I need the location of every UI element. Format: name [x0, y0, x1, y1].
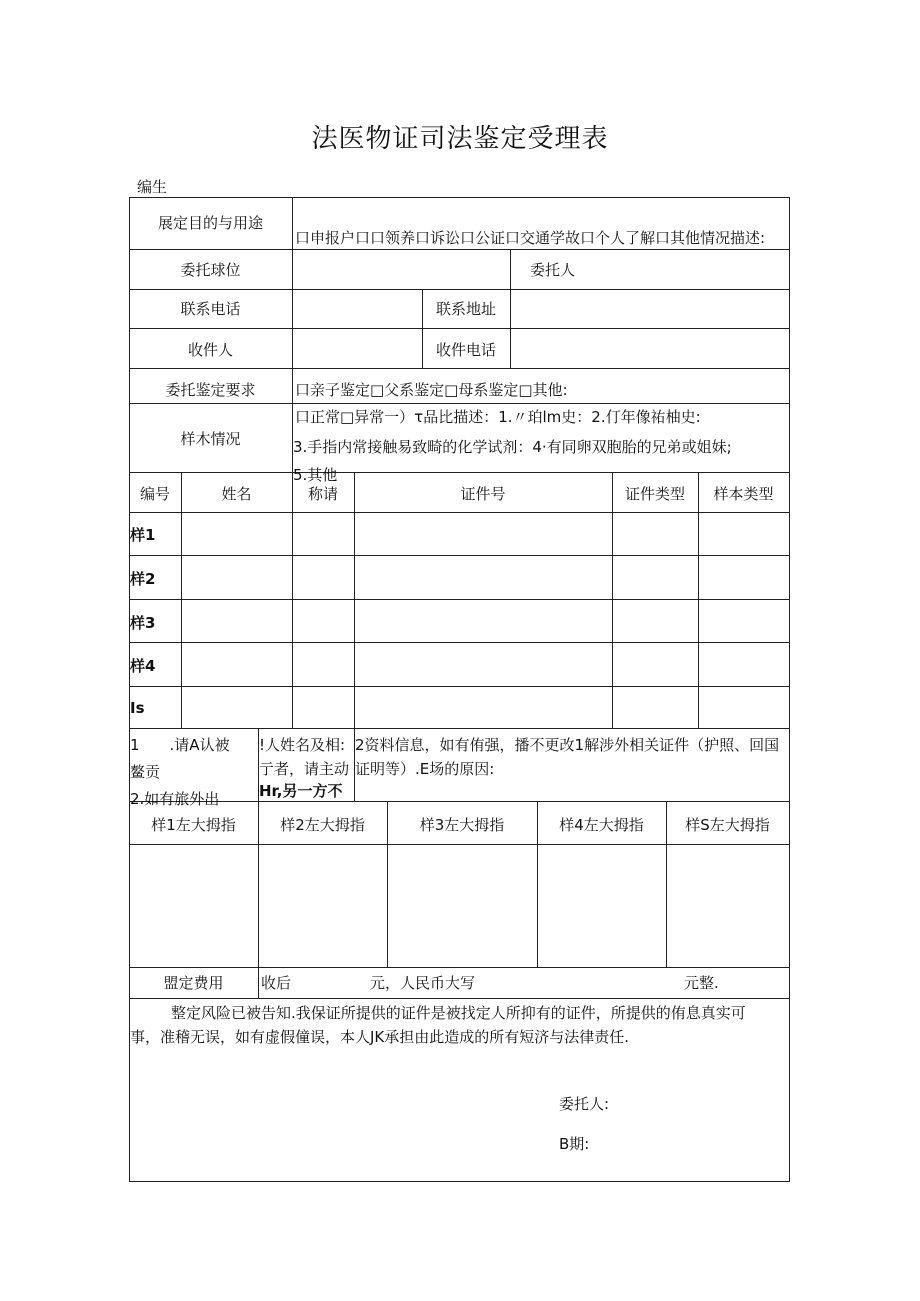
fee-suffix: 元整. [684, 974, 719, 992]
declaration-line2: 事，准稽无误，如有虚假僮误，本人JK承担由此造成的所有短济与法律责任. [130, 1028, 630, 1046]
header-id-type: 证件类型 [624, 485, 685, 503]
thumbprint-box-2[interactable] [259, 845, 387, 967]
date-label[interactable]: B期: [559, 1135, 590, 1153]
notes-col2-line3: Hr,另一方不 [259, 782, 343, 800]
thumbprint-label-2: 样2左大拇指 [280, 816, 365, 834]
notes-col1-line3: 2.如有旅外出 [130, 790, 220, 808]
entrustor-signature-label[interactable]: 委托人: [559, 1095, 610, 1113]
notes-col1-line1: 1 .请A认被 [130, 736, 230, 754]
phone-label: 联系电话 [180, 300, 241, 318]
header-sample-type: 样本类型 [713, 485, 774, 503]
requirement-label: 委托鉴定要求 [165, 381, 256, 399]
page-title: 法医物证司法鉴定受理表 [311, 124, 609, 154]
sample-status-line2[interactable]: 3.手指内常接触易致畸的化学试剂：4·有同卵双胞胎的兄弟或姐妹; [293, 438, 732, 456]
thumbprint-box-3[interactable] [388, 845, 537, 967]
declaration-line1: 整定风险已被告知.我保证所提供的证件是被找定人所抑有的证件，所提供的侑息真实可 [171, 1004, 746, 1022]
header-name: 姓名 [221, 485, 252, 503]
fee-yuan-label: 元，人民币大写 [370, 974, 476, 992]
entrust-unit-label: 委托球位 [180, 261, 241, 279]
thumbprint-label-5: 样S左大拇指 [685, 816, 770, 834]
notes-col-1 [130, 729, 258, 808]
thumbprint-box-4[interactable] [538, 845, 666, 967]
notes-col2-line2: 亍者，请主动 [259, 760, 350, 778]
recipient-label: 收件人 [187, 341, 233, 359]
notes-col3-line1: 2资料信息，如有侑强，播不更改1解涉外相关证件（护照、回国 [355, 736, 780, 754]
purpose-options[interactable]: 口申报户口口领养口诉讼口公证口交通学故口个人了解口其他情况描述: [295, 229, 766, 247]
entrust-person-label: 委托人 [530, 261, 576, 279]
notes-col2-line1: !人姓名及相: [259, 736, 346, 754]
sample-row-5: Is [130, 699, 145, 717]
sample-row-3: 样3 [130, 614, 156, 632]
thumbprint-box-1[interactable] [130, 845, 258, 967]
sample-row-2: 样2 [130, 570, 156, 588]
requirement-options[interactable]: 口亲子鉴定□父系鉴定□母系鉴定□其他: [295, 381, 568, 399]
address-label: 联系地址 [435, 300, 496, 318]
thumbprint-box-5[interactable] [667, 845, 789, 967]
serial-number-label: 编生 [137, 178, 168, 196]
notes-col1-line2: 鳌贡 [130, 763, 161, 781]
purpose-label: 展定目的与用途 [157, 214, 263, 232]
notes-col-3 [355, 729, 789, 801]
thumbprint-label-4: 样4左大拇指 [559, 816, 644, 834]
sample-row-1: 样1 [130, 526, 156, 544]
sample-row-4: 样4 [130, 657, 156, 675]
notes-col-2 [259, 729, 354, 801]
fee-label: 盟定费用 [163, 974, 224, 992]
sample-status-line3[interactable]: 5.其他 [293, 466, 338, 484]
notes-col3-line2: 证明等）.E场的原因: [355, 760, 495, 778]
thumbprint-label-3: 样3左大拇指 [419, 816, 505, 834]
sample-status-content [293, 404, 789, 484]
sample-status-line1[interactable]: 口正常□异常一）τ品比描述：1.〃珀lm史：2.仃年像祐柚史: [295, 408, 701, 426]
header-id-number: 证件号 [460, 485, 506, 503]
thumbprint-label-1: 样1左大拇指 [151, 816, 236, 834]
fee-prefix: 收后 [261, 974, 292, 992]
header-number: 编号 [139, 485, 170, 503]
sample-status-label: 样木情况 [180, 430, 241, 448]
recipient-phone-label: 收件电话 [435, 341, 496, 359]
header-relation: 称请 [307, 485, 338, 503]
